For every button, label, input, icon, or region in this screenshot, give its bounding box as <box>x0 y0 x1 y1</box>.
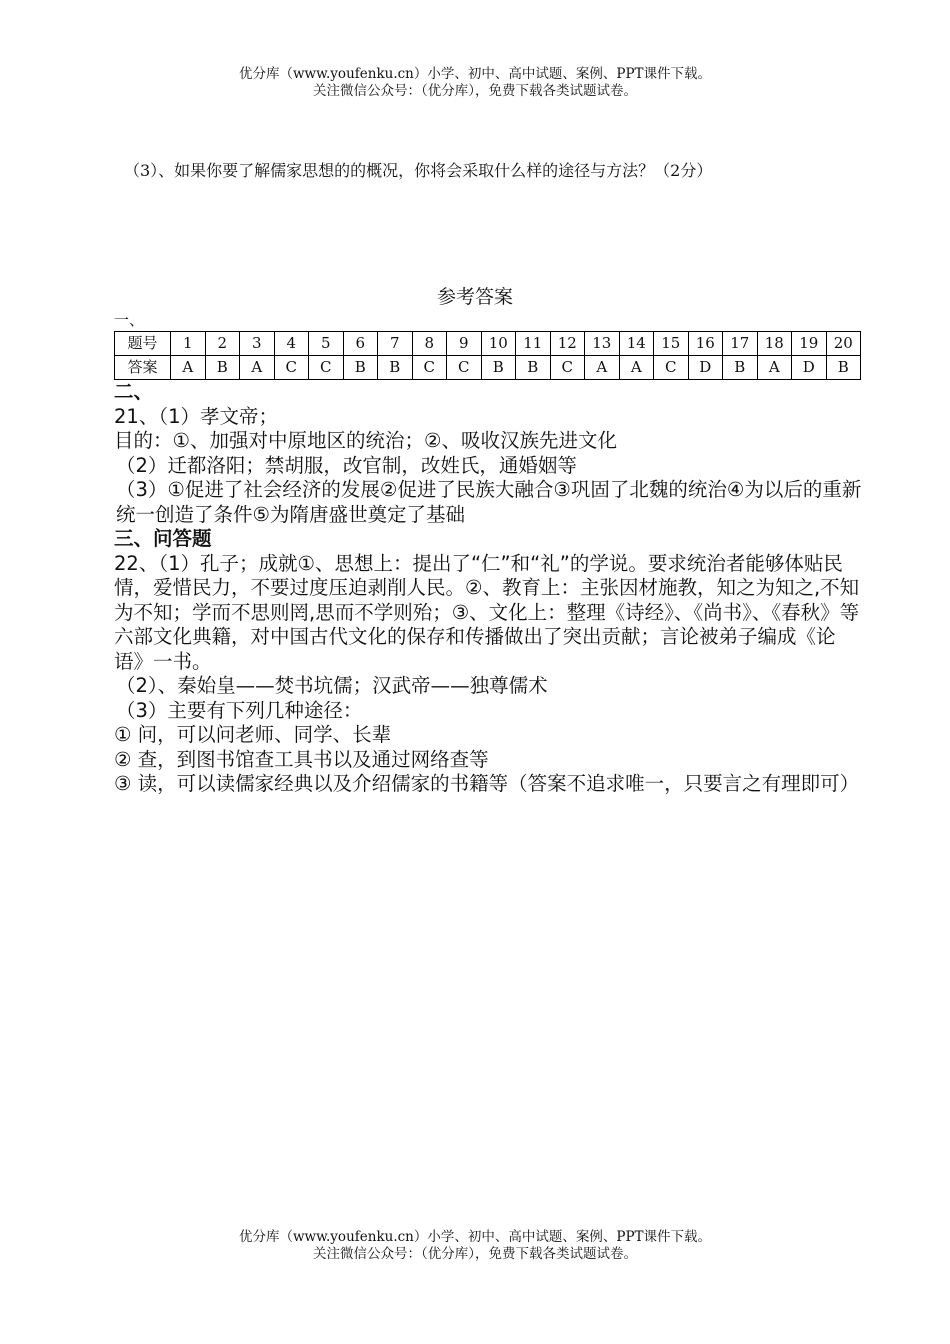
question-number-cell: 10 <box>481 332 516 356</box>
question-number-cell: 15 <box>654 332 689 356</box>
answer-key-title: 参考答案 <box>436 286 513 308</box>
question-number-row <box>115 332 861 356</box>
answer-cell: B <box>205 356 240 380</box>
answer-22-3-item-1: ① 问，可以问老师、同学、长辈 <box>114 723 392 746</box>
footer-line-1: 优分库（www.youfenku.cn）小学、初中、高中试题、案例、PPT课件下载。 <box>238 1229 712 1245</box>
question-number-cell: 9 <box>447 332 482 356</box>
question-number-cell: 20 <box>826 332 861 356</box>
page-footer <box>0 1229 950 1263</box>
answer-cell: B <box>723 356 758 380</box>
question-number-cell: 13 <box>585 332 620 356</box>
section-1-label: 一、 <box>114 311 145 329</box>
answer-cell: A <box>240 356 275 380</box>
question-number-cell: 4 <box>274 332 309 356</box>
answer-21-2: （2）迁都洛阳；禁胡服，改官制，改姓氏，通婚姻等 <box>116 453 577 477</box>
answer-21-3: （3）①促进了社会经济的发展②促进了民族大融合③巩固了北魏的统治④为以后的重新统一创造了条件⑤为隋唐盛世奠定了基础 <box>116 478 862 526</box>
question-number-cell: 18 <box>757 332 792 356</box>
answer-cell: A <box>757 356 792 380</box>
answer-cell: D <box>792 356 827 380</box>
question-number-cell: 3 <box>240 332 275 356</box>
question-number-cell: 1 <box>171 332 206 356</box>
answer-22-1: 22、（1）孔子；成就①、思想上：提出了“仁”和“礼”的学说。要求统治者能够体贴民情，爱惜民力，不要过度压迫剥削人民。②、教育上：主张因材施教，知之为知之,不知为不知；学而不思则罔,思而不学则殆；③、文化上：整理《诗经》、《尚书》、《春秋》等六部文化典籍，对中国古代文化的保存和传播做出了突出贡献；言论被弟子编成《论语》一书。 <box>114 551 860 673</box>
header-line-1: 优分库（www.youfenku.cn）小学、初中、高中试题、案例、PPT课件下载。 <box>238 66 712 82</box>
answer-cell: A <box>585 356 620 380</box>
answer-table <box>114 331 861 380</box>
answer-cell: C <box>274 356 309 380</box>
question-number-cell: 6 <box>343 332 378 356</box>
section-3-label: 三、问答题 <box>114 527 212 550</box>
answer-21-purpose: 目的：①、加强对中原地区的统治；②、吸收汉族先进文化 <box>114 429 617 452</box>
question-number-cell: 16 <box>688 332 723 356</box>
question-number-cell: 12 <box>550 332 585 356</box>
row-label-answers: 答案 <box>115 356 171 380</box>
footer-line-2: 关注微信公众号：（优分库），免费下载各类试题试卷。 <box>313 1246 637 1262</box>
answer-cell: C <box>550 356 585 380</box>
answer-cell: C <box>447 356 482 380</box>
answer-cell: B <box>378 356 413 380</box>
answer-cell: A <box>619 356 654 380</box>
section-2-label: 二、 <box>114 380 154 403</box>
question-number-cell: 14 <box>619 332 654 356</box>
question-number-cell: 7 <box>378 332 413 356</box>
answer-22-3: （3）主要有下列几种途径： <box>116 698 363 722</box>
answer-cell: C <box>309 356 344 380</box>
answer-cell: D <box>688 356 723 380</box>
question-3: （3）、如果你要了解儒家思想的的概况，你将会采取什么样的途径与方法？（2分） <box>124 161 713 180</box>
question-number-cell: 8 <box>412 332 447 356</box>
answer-body <box>114 380 862 797</box>
row-label-numbers: 题号 <box>115 332 171 356</box>
question-number-cell: 5 <box>309 332 344 356</box>
answer-21-1: 21、（1）孝文帝； <box>114 404 278 428</box>
question-number-cell: 19 <box>792 332 827 356</box>
answer-22-3-item-3: ③ 读，可以读儒家经典以及介绍儒家的书籍等（答案不追求唯一，只要言之有理即可） <box>114 772 860 795</box>
answer-row <box>115 356 861 380</box>
question-number-cell: 2 <box>205 332 240 356</box>
answer-22-2: （2）、秦始皇——焚书坑儒；汉武帝——独尊儒术 <box>116 674 548 697</box>
answer-cell: B <box>343 356 378 380</box>
answer-cell: C <box>654 356 689 380</box>
answer-cell: B <box>826 356 861 380</box>
question-number-cell: 11 <box>516 332 551 356</box>
page-header <box>0 66 950 100</box>
header-line-2: 关注微信公众号：（优分库），免费下载各类试题试卷。 <box>313 83 637 99</box>
question-number-cell: 17 <box>723 332 758 356</box>
answer-cell: B <box>481 356 516 380</box>
answer-cell: A <box>171 356 206 380</box>
answer-cell: B <box>516 356 551 380</box>
answer-cell: C <box>412 356 447 380</box>
answer-22-3-item-2: ② 查，到图书馆查工具书以及通过网络查等 <box>114 747 489 771</box>
